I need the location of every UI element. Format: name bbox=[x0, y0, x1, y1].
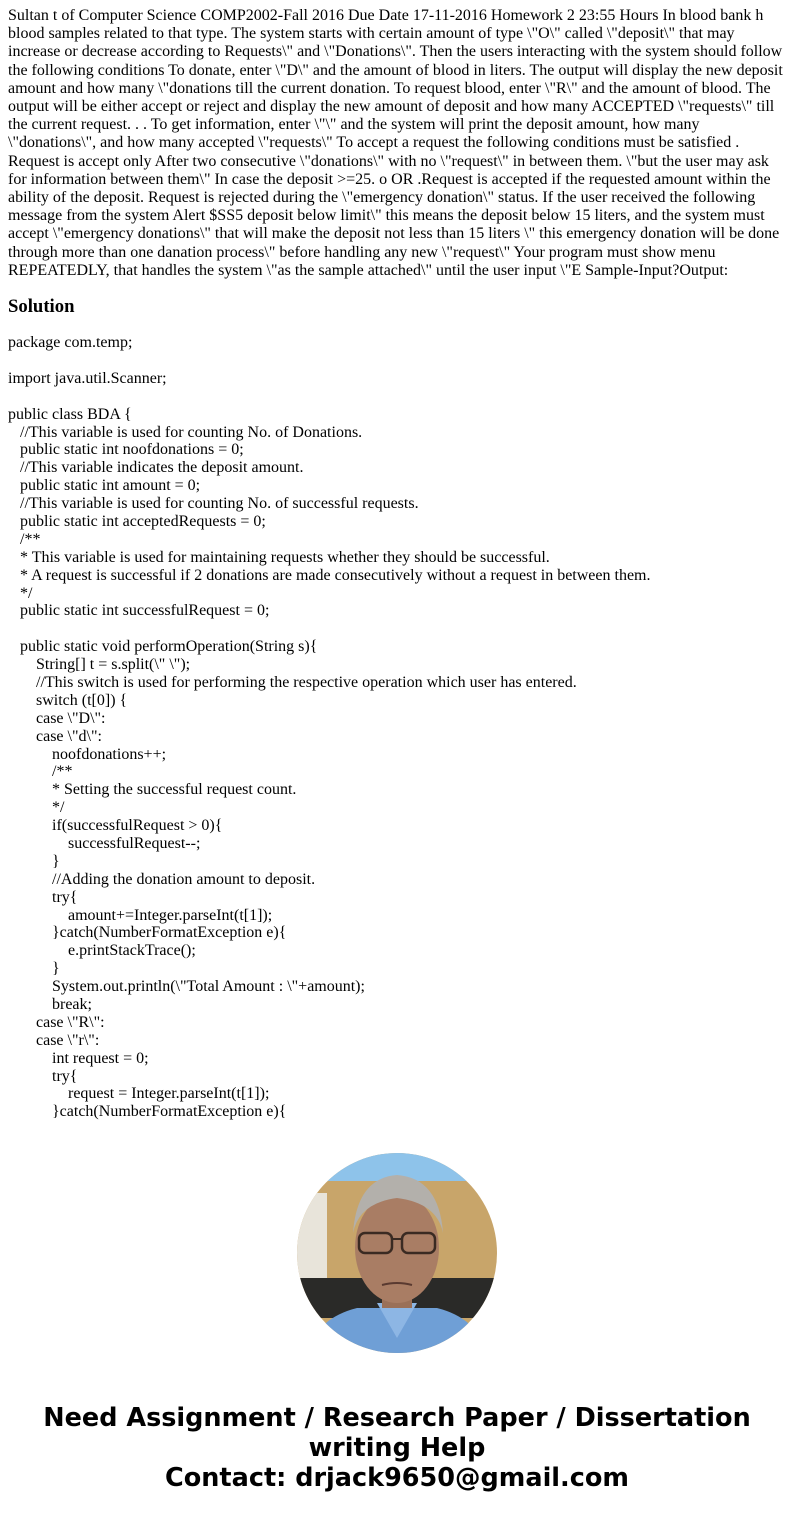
code-line: /** bbox=[8, 763, 73, 781]
footer-line-2: writing Help bbox=[308, 1433, 486, 1463]
code-line: * A request is successful if 2 donations are made consecutively without a request in between them. bbox=[8, 566, 651, 584]
code-line: }catch(NumberFormatException e){ bbox=[8, 1103, 287, 1121]
code-line: if(successfulRequest > 0){ bbox=[8, 817, 223, 835]
code-line: * This variable is used for maintaining requests whether they should be successful. bbox=[8, 548, 550, 566]
code-line: try{ bbox=[8, 888, 78, 906]
code-line: noofdonations++; bbox=[8, 745, 167, 763]
code-line: case \"d\": bbox=[8, 727, 102, 745]
code-line: switch (t[0]) { bbox=[8, 691, 128, 709]
code-line: public static int acceptedRequests = 0; bbox=[8, 512, 266, 530]
code-line: } bbox=[8, 960, 60, 978]
code-line: public class BDA { bbox=[8, 405, 132, 423]
code-line: try{ bbox=[8, 1067, 78, 1085]
code-line: case \"r\": bbox=[8, 1031, 100, 1049]
code-line: case \"D\": bbox=[8, 709, 106, 727]
solution-heading: Solution bbox=[8, 296, 75, 318]
code-line bbox=[8, 620, 788, 638]
code-line: System.out.println(\"Total Amount : \"+amount); bbox=[8, 978, 365, 996]
code-line: public static void performOperation(String s){ bbox=[8, 638, 318, 656]
code-line: } bbox=[8, 852, 60, 870]
code-line: break; bbox=[8, 996, 92, 1013]
code-line: //This switch is used for performing the respective operation which user has entered. bbox=[8, 673, 577, 691]
code-line bbox=[8, 352, 788, 370]
code-line: request = Integer.parseInt(t[1]); bbox=[8, 1085, 270, 1103]
code-line: String[] t = s.split(\" \"); bbox=[8, 656, 191, 674]
code-line: amount+=Integer.parseInt(t[1]); bbox=[8, 906, 273, 924]
code-line: import java.util.Scanner; bbox=[8, 369, 167, 387]
code-line: successfulRequest--; bbox=[8, 834, 201, 852]
author-avatar bbox=[297, 1153, 497, 1353]
code-line: //This variable is used for counting No. of Donations. bbox=[8, 423, 363, 441]
code-line: public static int amount = 0; bbox=[8, 477, 201, 495]
code-line: }catch(NumberFormatException e){ bbox=[8, 924, 287, 942]
code-line bbox=[8, 388, 788, 406]
code-line: /** bbox=[8, 530, 41, 548]
code-line: */ bbox=[8, 799, 65, 817]
code-line: //This variable is used for counting No. of successful requests. bbox=[8, 495, 419, 513]
code-line: case \"R\": bbox=[8, 1013, 105, 1031]
code-line: //Adding the donation amount to deposit. bbox=[8, 870, 316, 888]
code-line: public static int noofdonations = 0; bbox=[8, 441, 244, 459]
footer-line-1: Need Assignment / Research Paper / Dissertation bbox=[43, 1403, 751, 1433]
code-line: */ bbox=[8, 584, 33, 602]
code-line: e.printStackTrace(); bbox=[8, 942, 196, 960]
code-line: int request = 0; bbox=[8, 1049, 149, 1067]
solution-code bbox=[8, 334, 788, 1121]
code-line: package com.temp; bbox=[8, 334, 133, 352]
page-content bbox=[8, 7, 788, 1121]
portrait-image bbox=[297, 1153, 497, 1353]
footer-contact: Contact: drjack9650@gmail.com bbox=[165, 1463, 629, 1493]
code-line: * Setting the successful request count. bbox=[8, 781, 297, 799]
code-line: //This variable indicates the deposit amount. bbox=[8, 459, 304, 477]
footer-ad bbox=[0, 1403, 794, 1493]
code-line: public static int successfulRequest = 0; bbox=[8, 602, 270, 620]
question-text: Sultan t of Computer Science COMP2002-Fall 2016 Due Date 17-11-2016 Homework 2 23:55 Hours In blood bank h blood samples related to that type. The system starts with certain amount of type \"O\" called \"deposit\" that may increase or decrease according to Requests\" and \"Donations\". Then the users interacting with the system should follow the following conditions To donate, enter \"D\" and the amount of blood in liters. The output will display the new deposit amount and how many \"donations till the current donation. To request blood, enter \"R\" and the amount of blood. The output will be either accept or reject and display the new amount of deposit and how many ACCEPTED \"requests\" till the current request. . . To get information, enter \"\" and the system will print the deposit amount, how many \"donations\", and how many accepted \"requests\" To accept a request the following conditions must be satisfied . Request is accept only After two consecutive \"donations\" with no \"request\" in between them. \"but the user may ask for information between them\" In case the deposit >=25. o OR .Request is accepted if the requested amount within the ability of the deposit. Request is rejected during the \"emergency donation\" status. If the user received the following message from the system Alert $SS5 deposit below limit\" this means the deposit below 15 liters, and the system must accept \"emergency donations\" that will make the deposit not less than 15 liters \" this emergency donation will be done through more than one danation process\" before handling any new \"request\" Your program must show menu REPEATEDLY, that handles the system \"as the sample attached\" until the user input \"E Sample-Input?Output: bbox=[8, 7, 783, 279]
